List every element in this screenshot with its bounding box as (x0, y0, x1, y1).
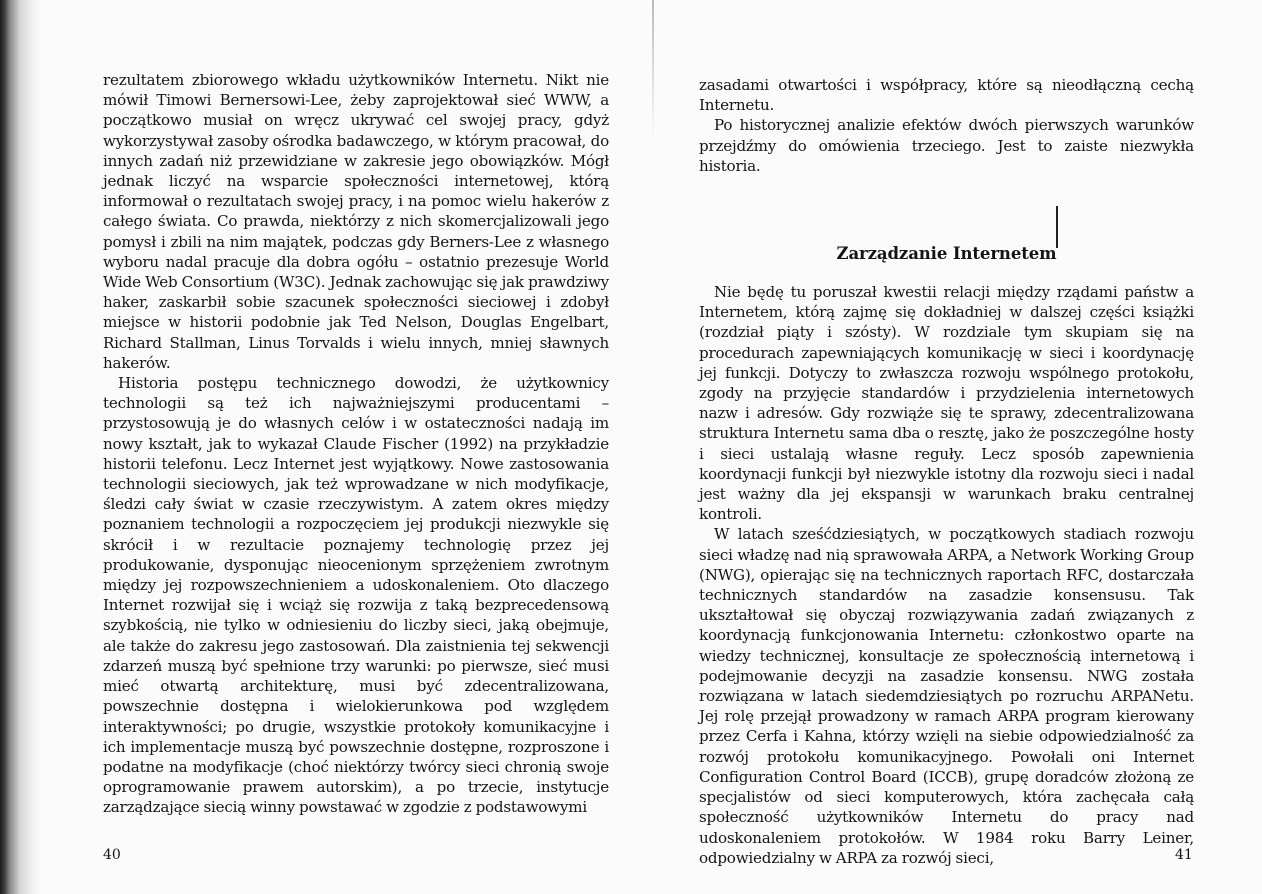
page-number-left: 40 (103, 847, 121, 863)
page-number-right: 41 (1175, 847, 1193, 863)
center-gutter (652, 0, 654, 140)
paragraph: rezultatem zbiorowego wkładu użytkowników Internetu. Nikt nie mówił Timowi Bernersowi-Lee, żeby zaprojektował sieć WWW, a początkowo musiał on wręcz ukrywać cel swojej pracy, gdyż wykorzystywał zasoby ośrodka badawczego, w którym pracował, do innych zadań niż przewidziane w zakresie jego obowiązków. Mógł jednak liczyć na wsparcie społeczności internetowej, którą informował o rezultatach swojej pracy, i na pomoc wielu hakerów z całego świata. Co prawda, niektórzy z nich skomercjalizowali jego pomysł i zbili na nim majątek, podczas gdy Berners-Lee z własnego wyboru nadal pracuje dla dobra ogółu – ostatnio prezesuje World Wide Web Consortium (W3C). Jednak zachowując się jak prawdziwy haker, zaskarbił sobie szacunek społeczności sieciowej i zdobył miejsce w historii podobnie jak Ted Nelson, Douglas Engelbart, Richard Stallman, Linus Torvalds i wielu innych, mniej sławnych hakerów. (103, 71, 609, 372)
left-page-text (103, 70, 609, 818)
paragraph: zasadami otwartości i współpracy, które są nieodłączną cechą Internetu. (699, 76, 1194, 115)
section-heading: Zarządzanie Internetem (836, 244, 1057, 264)
paragraph: Po historycznej analizie efektów dwóch pierwszych warunków przejdźmy do omówienia trzeciego. Jest to zaiste niezwykła historia. (699, 116, 1194, 175)
paragraph: Nie będę tu poruszał kwestii relacji między rządami państw a Internetem, którą zajmę się dokładniej w dalszej części książki (rozdział piąty i szósty). W rozdziale tym skupiam się na procedurach zapewniających komunikację w sieci i koordynację jej funkcji. Dotyczy to zwłaszcza rozwoju wspólnego protokołu, zgody na przyjęcie standardów i przydzielenia internetowych nazw i adresów. Gdy rozwiąże się te sprawy, zdecentralizowana struktura Internetu sama dba o resztę, jako że poszczególne hosty i sieci ustalają własne reguły. Lecz sposób zapewnienia koordynacji funkcji był niezwykle istotny dla rozwoju sieci i nadal jest ważny dla jej ekspansji w warunkach braku centralnej kontroli. (699, 283, 1194, 524)
right-page (699, 75, 1194, 868)
left-page (103, 70, 609, 818)
right-page-intro (699, 75, 1194, 176)
paragraph: Historia postępu technicznego dowodzi, że użytkownicy technologii są też ich najważniejszymi producentami – przystosowują je do własnych celów i w ostateczności nadają im nowy kształt, jak to wykazał Claude Fischer (1992) na przykładzie historii telefonu. Lecz Internet jest wyjątkowy. Nowe zastosowania technologii sieciowych, jak też wprowadzane w nich modyfikacje, śledzi cały świat w czasie rzeczywistym. A zatem okres między poznaniem technologii a rozpoczęciem jej produkcji niezwykle się skrócił i w rezultacie poznajemy technologię przez jej produkowanie, dysponując nieocenionym sprzężeniem zwrotnym między jej rozpowszechnieniem a udoskonaleniem. Oto dlaczego Internet rozwijał się i wciąż się rozwija z taką bezprecedensową szybkością, nie tylko w odniesieniu do liczby sieci, jaką obejmuje, ale także do zakresu jego zastosowań. Dla zaistnienia tej sekwencji zdarzeń muszą być spełnione trzy warunki: po pierwsze, sieć musi mieć otwartą architekturę, musi być zdecentralizowana, powszechnie dostępna i wielokierunkowa pod względem interaktywności; po drugie, wszystkie protokoły komunikacyjne i ich implementacje muszą być powszechnie dostępne, rozproszone i podatne na modyfikacje (choć niektórzy twórcy sieci chronią swoje oprogramowanie prawem autorskim), a po trzecie, instytucje zarządzające siecią winny powstawać w zgodzie z podstawowymi (103, 374, 609, 817)
right-page-body (699, 282, 1194, 868)
paragraph: W latach sześćdziesiątych, w początkowych stadiach rozwoju sieci władzę nad nią sprawowała ARPA, a Network Working Group (NWG), opierając się na technicznych raportach RFC, dostarczała technicznych standardów na zasadzie konsensusu. Tak ukształtował się obyczaj rozwiązywania zadań związanych z koordynacją funkcjonowania Internetu: członkostwo oparte na wiedzy technicznej, konsultacje ze społecznością internetową i podejmowanie decyzji na zasadzie konsensu. NWG została rozwiązana w latach siedemdziesiątych po rozruchu ARPANetu. Jej rolę przejął prowadzony w ramach ARPA program kierowany przez Cerfa i Kahna, którzy wzięli na siebie odpowiedzialność za rozwój protokołu komunikacyjnego. Powołali oni Internet Configuration Control Board (ICCB), grupę doradców złożoną ze specjalistów od sieci komputerowych, która zachęcała całą społeczność użytkowników Internetu do pracy nad udoskonaleniem protokołów. W 1984 roku Barry Leiner, odpowiedzialny w ARPA za rozwój sieci, (699, 525, 1194, 867)
margin-mark (1056, 206, 1058, 248)
book-spine-shadow (0, 0, 40, 894)
